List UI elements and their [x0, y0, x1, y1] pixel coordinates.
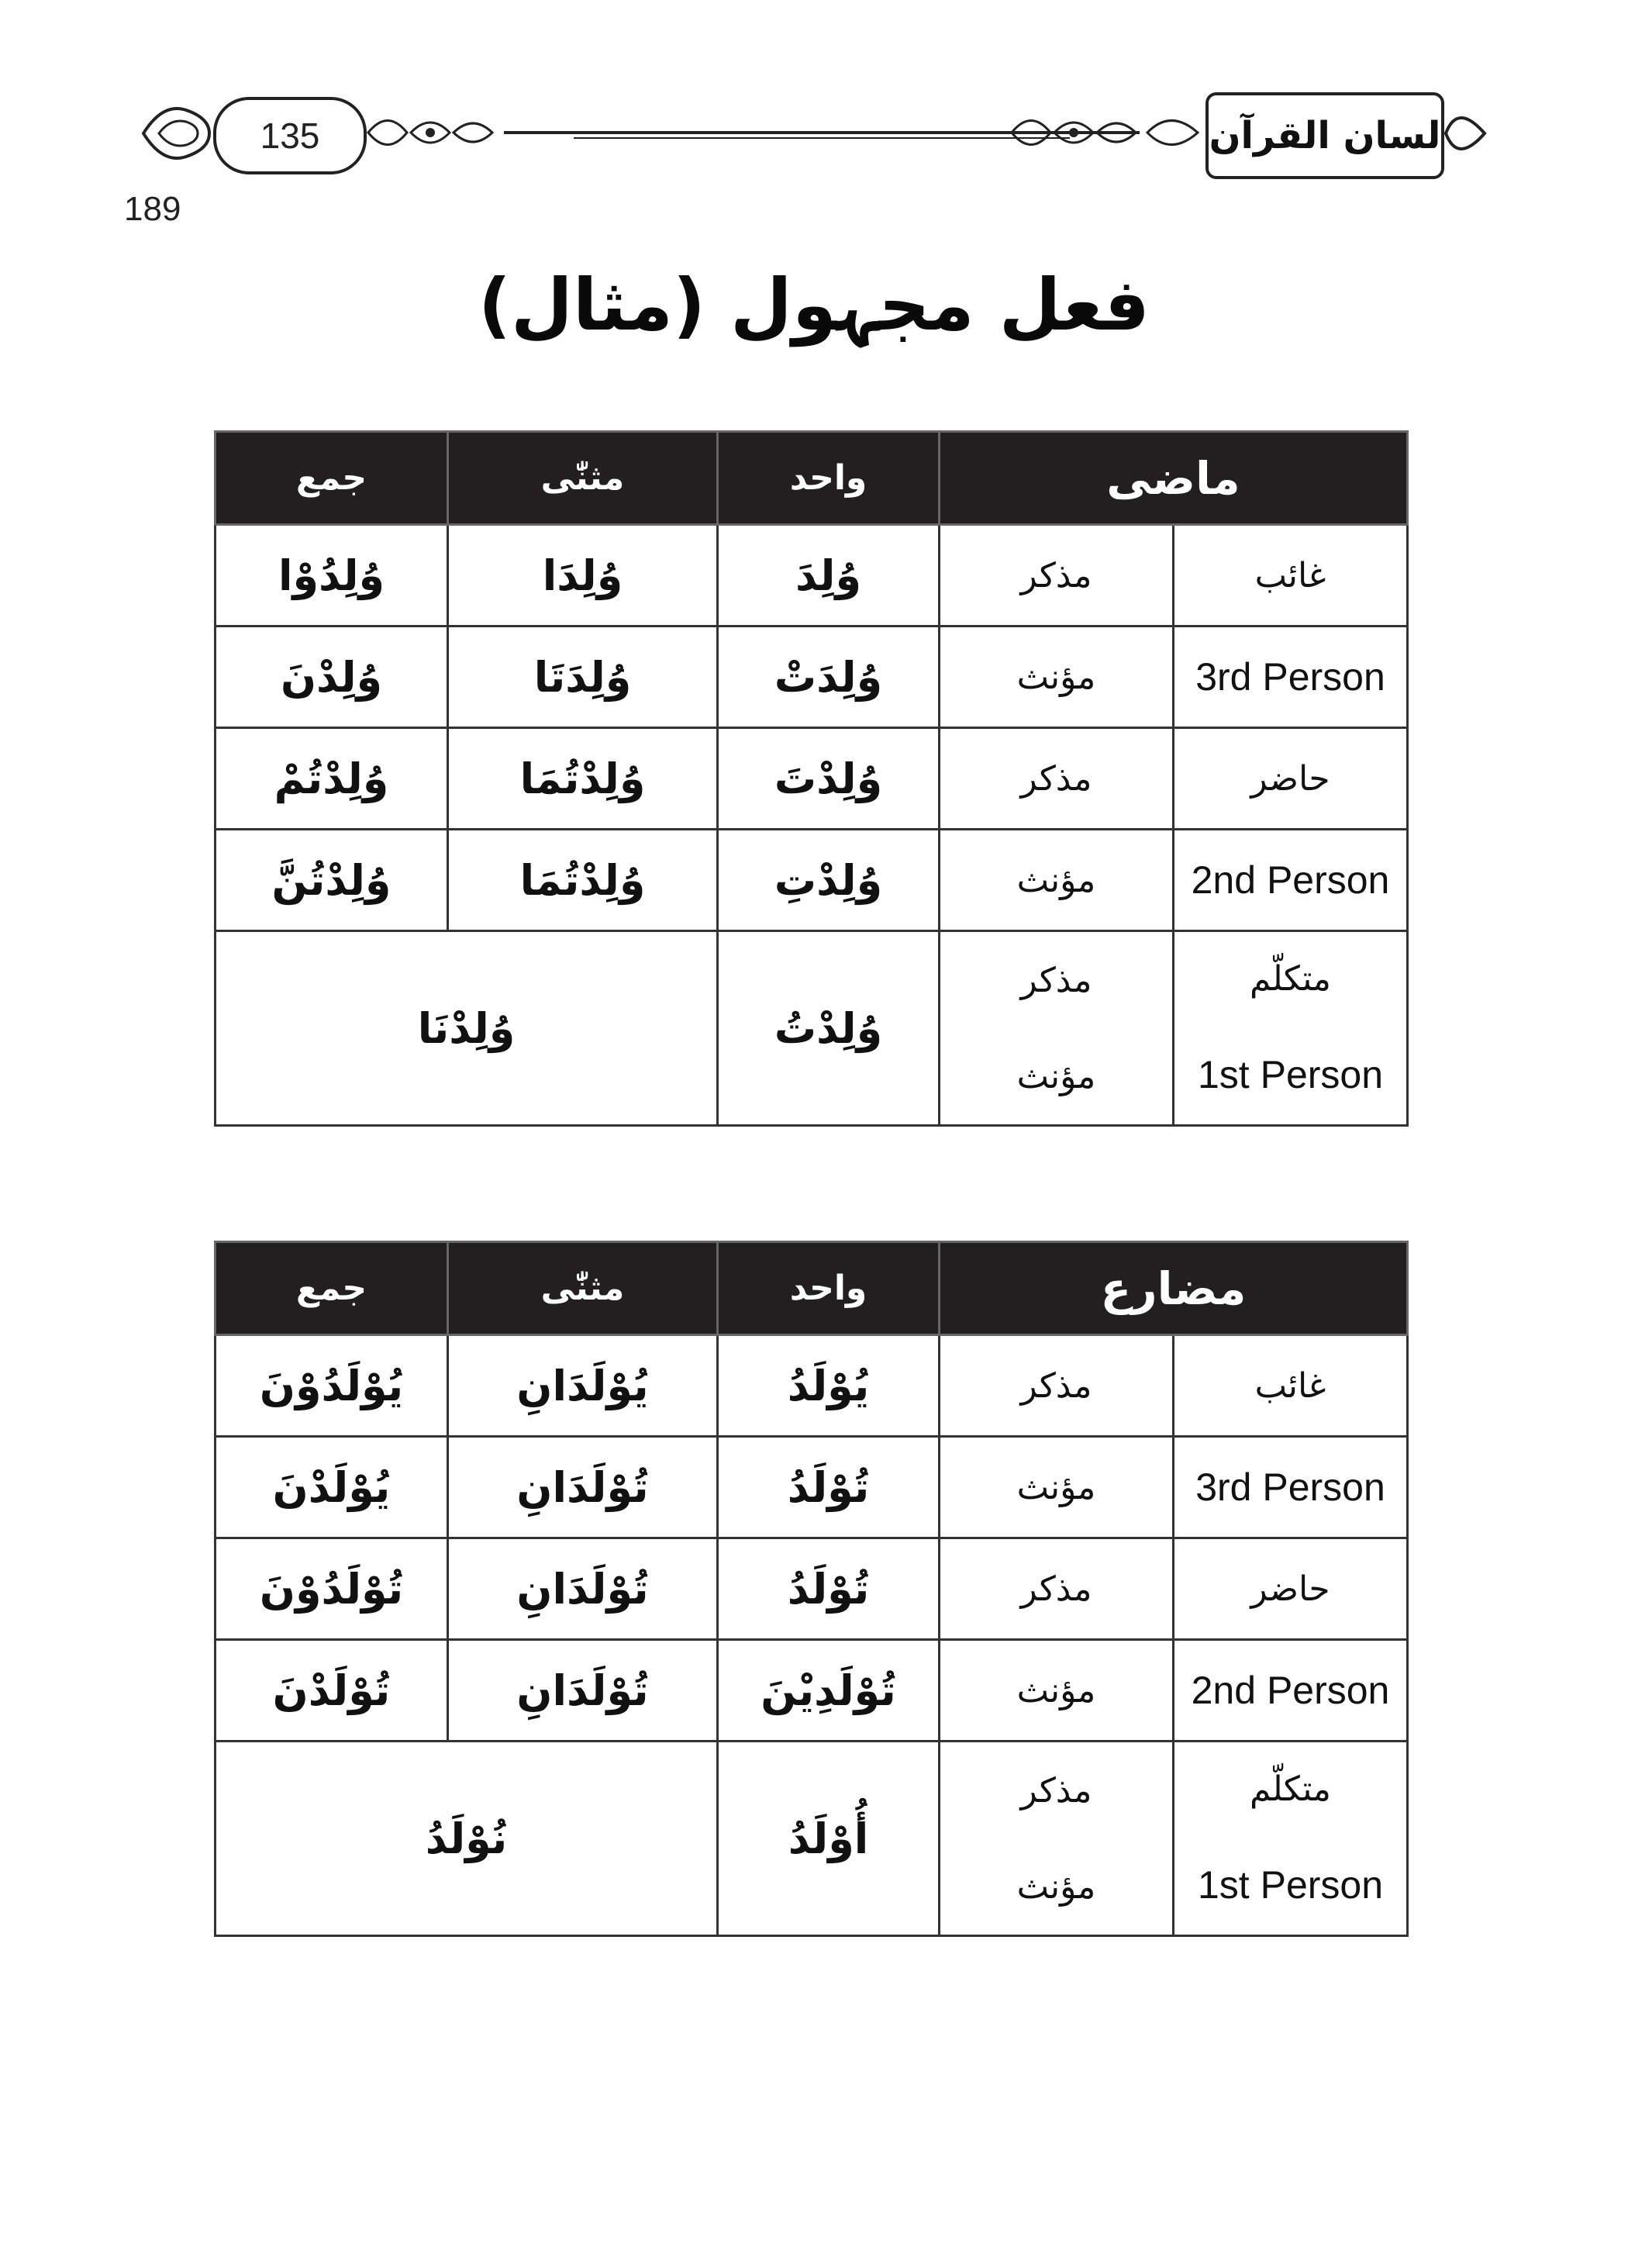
jama-cell: وُلِدُوْا [216, 525, 448, 627]
plural-cell: وُلِدْنَا [216, 931, 718, 1126]
header-rule-inner [574, 137, 1070, 139]
col-muthanna: مثنّٰی [448, 432, 718, 525]
wahid-cell: وُلِدَتْ [718, 627, 940, 728]
wahid-cell: وُلِدْتَ [718, 728, 940, 830]
wahid-cell: وُلِدَ [718, 525, 940, 627]
muthanna-cell: وُلِدْتُمَا [448, 728, 718, 830]
person-cell: 3rd Person [1174, 627, 1408, 728]
tense-label: ماضی [940, 432, 1408, 525]
muthanna-cell: يُوْلَدَانِ [448, 1335, 718, 1437]
table-row [216, 1538, 1408, 1640]
right-small-ornament-icon [1143, 105, 1202, 161]
col-muthanna: مثنّٰی [448, 1242, 718, 1335]
muthanna-cell: تُوْلَدَانِ [448, 1640, 718, 1742]
jama-cell: يُوْلَدُوْنَ [216, 1335, 448, 1437]
muthanna-cell: وُلِدَا [448, 525, 718, 627]
jama-cell: تُوْلَدُوْنَ [216, 1538, 448, 1640]
person-cell: 2nd Person [1174, 1640, 1408, 1742]
person-english: 1st Person [1198, 1053, 1384, 1097]
right-flourish-icon [1008, 105, 1140, 161]
gender-cell: مؤنث [940, 627, 1174, 728]
gender-cell: مذکر [940, 1538, 1174, 1640]
table-header-row [216, 1242, 1408, 1335]
col-wahid: واحد [718, 432, 940, 525]
wahid-cell: يُوْلَدُ [718, 1335, 940, 1437]
gender-masculine: مذکر [1020, 960, 1092, 1000]
gender-cell [940, 931, 1174, 1126]
page-title: فعل مجہول (مثال) [478, 264, 1150, 347]
wahid-cell: تُوْلَدِيْنَ [718, 1640, 940, 1742]
table-row [216, 525, 1408, 627]
person-cell: غائب [1174, 525, 1408, 627]
person-cell: حاضر [1174, 728, 1408, 830]
reference-number: 189 [124, 190, 181, 228]
person-cell: 2nd Person [1174, 830, 1408, 931]
gender-cell: مؤنث [940, 830, 1174, 931]
person-english: 1st Person [1198, 1863, 1384, 1907]
jama-cell: يُوْلَدْنَ [216, 1437, 448, 1538]
gender-cell [940, 1742, 1174, 1936]
gender-feminine: مؤنث [1016, 1866, 1096, 1907]
table-row [216, 627, 1408, 728]
page-header [140, 81, 1488, 182]
wahid-cell: وُلِدْتِ [718, 830, 940, 931]
jama-cell: تُوْلَدْنَ [216, 1640, 448, 1742]
table-header-row [216, 432, 1408, 525]
table-row [216, 1335, 1408, 1437]
muthanna-cell: تُوْلَدَانِ [448, 1437, 718, 1538]
gender-feminine: مؤنث [1016, 1056, 1096, 1096]
col-jama: جمع [216, 1242, 448, 1335]
table-row [216, 728, 1408, 830]
person-cell [1174, 1742, 1408, 1936]
person-cell [1174, 931, 1408, 1126]
gender-cell: مذکر [940, 1335, 1174, 1437]
person-urdu: متکلّم [1250, 1769, 1331, 1809]
mudari-table [214, 1241, 1409, 1937]
tense-label: مضارع [940, 1242, 1408, 1335]
col-wahid: واحد [718, 1242, 940, 1335]
wahid-cell: تُوْلَدُ [718, 1538, 940, 1640]
muthanna-cell: وُلِدَتَا [448, 627, 718, 728]
table-row-first-person [216, 1742, 1408, 1936]
gender-cell: مذکر [940, 728, 1174, 830]
table-row [216, 1640, 1408, 1742]
gender-cell: مذکر [940, 525, 1174, 627]
jama-cell: وُلِدْتُمْ [216, 728, 448, 830]
page-number: 135 [213, 97, 367, 174]
jama-cell: وُلِدْنَ [216, 627, 448, 728]
person-cell: حاضر [1174, 1538, 1408, 1640]
muthanna-cell: تُوْلَدَانِ [448, 1538, 718, 1640]
gender-masculine: مذکر [1020, 1770, 1092, 1811]
wahid-cell: وُلِدْتُ [718, 931, 940, 1126]
person-urdu: متکلّم [1250, 958, 1331, 999]
left-ornament-icon [140, 98, 213, 168]
table-row [216, 1437, 1408, 1538]
muthanna-cell: وُلِدْتُمَا [448, 830, 718, 931]
plural-cell: نُوْلَدُ [216, 1742, 718, 1936]
gender-cell: مؤنث [940, 1437, 1174, 1538]
madi-table [214, 430, 1409, 1127]
book-title: لسان القرآن [1205, 92, 1444, 179]
person-cell: غائب [1174, 1335, 1408, 1437]
col-jama: جمع [216, 432, 448, 525]
table-row-first-person [216, 931, 1408, 1126]
jama-cell: وُلِدْتُنَّ [216, 830, 448, 931]
left-flourish-icon [364, 105, 496, 161]
person-cell: 3rd Person [1174, 1437, 1408, 1538]
wahid-cell: أُوْلَدُ [718, 1742, 940, 1936]
right-ornament-icon [1442, 98, 1488, 168]
gender-cell: مؤنث [940, 1640, 1174, 1742]
wahid-cell: تُوْلَدُ [718, 1437, 940, 1538]
table-row [216, 830, 1408, 931]
